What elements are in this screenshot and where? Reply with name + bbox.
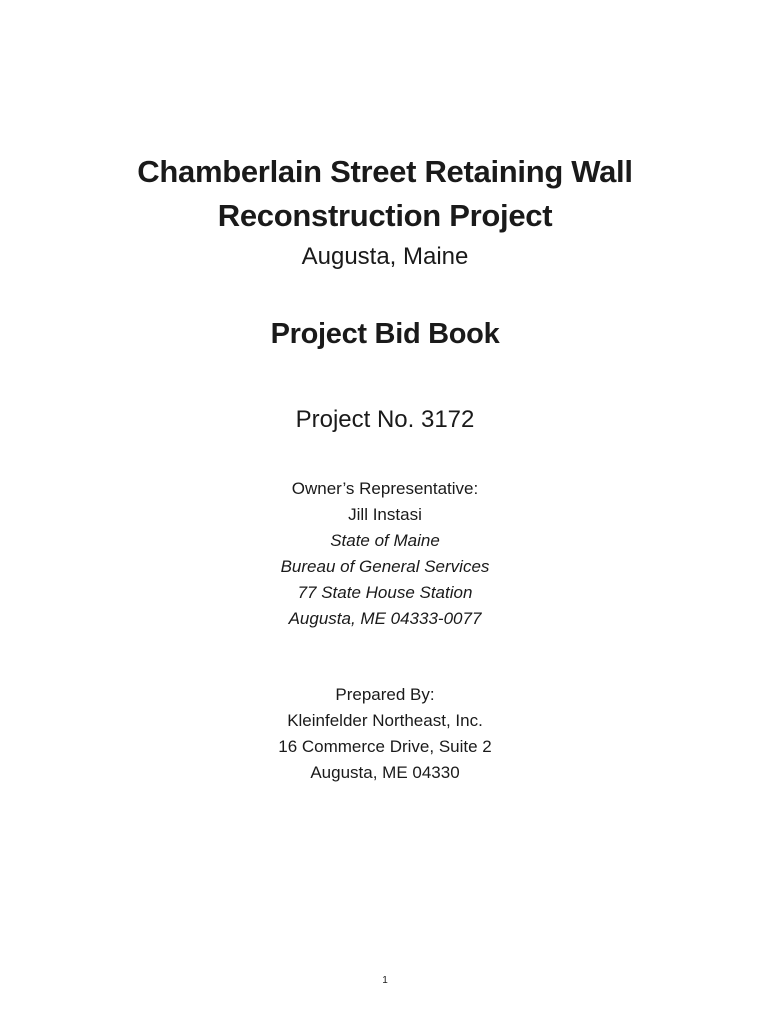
owner-org-line: Augusta, ME 04333-0077 bbox=[288, 609, 482, 628]
owner-representative-block bbox=[0, 476, 770, 632]
owner-name: Jill Instasi bbox=[348, 505, 422, 524]
project-number: Project No. 3172 bbox=[295, 406, 475, 433]
document-title bbox=[0, 150, 770, 238]
owner-org-line: State of Maine bbox=[330, 531, 440, 550]
title-line-1: Chamberlain Street Retaining Wall bbox=[137, 154, 633, 189]
title-line-2: Reconstruction Project bbox=[217, 198, 553, 233]
page-number: 1 bbox=[382, 975, 388, 986]
owner-org-line: 77 State House Station bbox=[297, 583, 473, 602]
bid-book-title: Project Bid Book bbox=[270, 318, 500, 350]
preparer-line: 16 Commerce Drive, Suite 2 bbox=[278, 737, 492, 756]
preparer-line: Augusta, ME 04330 bbox=[310, 763, 460, 782]
project-location: Augusta, Maine bbox=[301, 243, 469, 270]
prepared-by-label: Prepared By: bbox=[335, 685, 435, 704]
owner-org-line: Bureau of General Services bbox=[280, 557, 490, 576]
owner-label: Owner’s Representative: bbox=[291, 479, 479, 498]
prepared-by-block bbox=[0, 682, 770, 786]
preparer-line: Kleinfelder Northeast, Inc. bbox=[287, 711, 483, 730]
